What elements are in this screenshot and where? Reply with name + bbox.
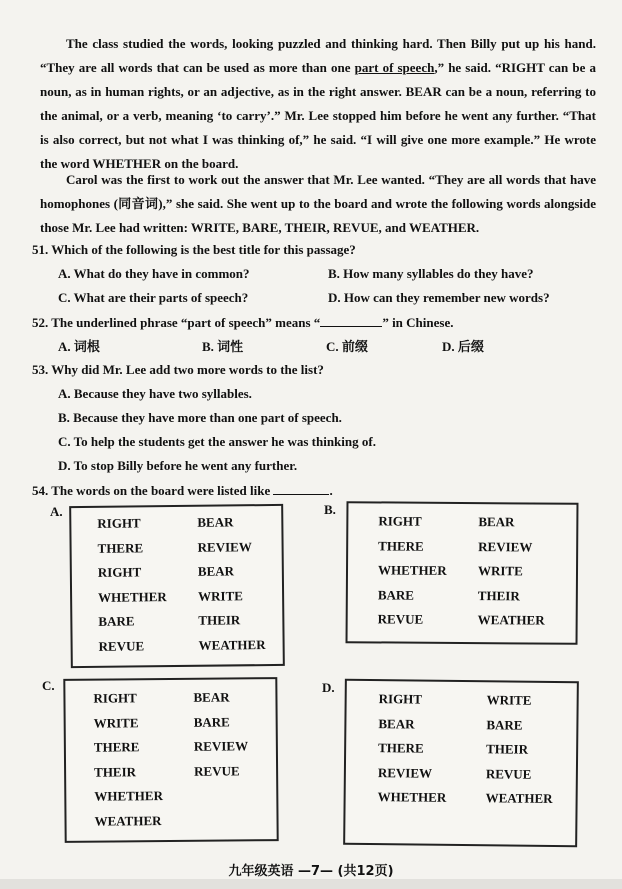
board-word: REVUE bbox=[485, 765, 532, 782]
board-word: WEATHER bbox=[485, 790, 553, 806]
board-word: REVUE bbox=[98, 637, 145, 654]
passage-text: The class studied the words, looking puzzled and thinking hard. Then Billy put up his hand. “They are all words that can be used as more than one bbox=[40, 36, 596, 75]
board-word: THEIR bbox=[198, 612, 241, 628]
board-word: BEAR bbox=[197, 514, 234, 530]
board-word: BEAR bbox=[193, 689, 230, 705]
question-52-option-d[interactable]: D. 后缀 bbox=[442, 339, 484, 354]
word-board-c[interactable] bbox=[63, 677, 278, 843]
question-51-option-b[interactable]: B. How many syllables do they have? bbox=[328, 266, 534, 281]
word-board-a[interactable] bbox=[69, 504, 285, 668]
question-52-stem bbox=[32, 314, 453, 331]
board-word: WEATHER bbox=[477, 612, 545, 628]
board-word: THEIR bbox=[486, 741, 529, 757]
board-a-left-column bbox=[97, 511, 167, 659]
board-word: REVUE bbox=[377, 611, 424, 627]
page-footer: 九年级英语 —7— (共12页) bbox=[228, 864, 394, 879]
question-51-option-a[interactable]: A. What do they have in common? bbox=[58, 266, 250, 281]
board-word: WRITE bbox=[198, 587, 243, 604]
board-word: WRITE bbox=[486, 692, 532, 708]
board-word: RIGHT bbox=[97, 564, 142, 580]
board-d-right-column bbox=[486, 688, 554, 811]
board-word: THERE bbox=[378, 537, 424, 554]
board-word: THERE bbox=[378, 740, 424, 756]
question-text: . bbox=[329, 483, 333, 498]
question-text: 54. The words on the board were listed like bbox=[32, 483, 274, 498]
board-word: REVUE bbox=[194, 762, 240, 779]
word-board-d[interactable] bbox=[343, 679, 579, 847]
board-word: RIGHT bbox=[97, 515, 141, 531]
question-52-option-a[interactable]: A. 词根 bbox=[58, 339, 100, 354]
question-53-option-b[interactable]: B. Because they have more than one part of speech. bbox=[58, 410, 342, 425]
option-a-label[interactable]: A. bbox=[50, 504, 63, 519]
board-d-left-column bbox=[378, 687, 448, 810]
board-word: WHETHER bbox=[377, 562, 447, 578]
question-53-option-a[interactable]: A. Because they have two syllables. bbox=[58, 386, 252, 401]
question-text: 52. The underlined phrase “part of speech” means “ bbox=[32, 315, 321, 330]
question-51-option-c[interactable]: C. What are their parts of speech? bbox=[58, 290, 249, 305]
board-word: BEAR bbox=[478, 514, 515, 530]
question-51-option-d[interactable]: D. How can they remember new words? bbox=[328, 290, 550, 305]
board-word: REVIEW bbox=[197, 538, 252, 555]
answer-blank bbox=[273, 482, 329, 495]
board-word: BEAR bbox=[197, 563, 235, 579]
board-word: RIGHT bbox=[378, 691, 423, 707]
board-word: WRITE bbox=[93, 714, 139, 731]
question-52-option-c[interactable]: C. 前缀 bbox=[326, 339, 368, 354]
board-word: THERE bbox=[93, 739, 140, 755]
board-c-right-column bbox=[193, 685, 248, 783]
board-word: THEIR bbox=[94, 763, 137, 780]
question-text: ” in Chinese. bbox=[382, 315, 454, 330]
board-word: WRITE bbox=[477, 563, 523, 579]
board-b-right-column bbox=[478, 510, 546, 633]
option-b-label[interactable]: B. bbox=[324, 502, 336, 517]
question-54-stem bbox=[32, 482, 333, 499]
board-word: THEIR bbox=[477, 587, 520, 603]
board-word: BARE bbox=[98, 613, 135, 629]
question-53-stem: 53. Why did Mr. Lee add two more words to the list? bbox=[32, 362, 324, 377]
question-51-stem: 51. Which of the following is the best title for this passage? bbox=[32, 242, 356, 257]
board-word: WHETHER bbox=[98, 588, 167, 605]
underlined-phrase: part of speech bbox=[354, 60, 435, 75]
option-d-label[interactable]: D. bbox=[322, 680, 335, 695]
board-word: WEATHER bbox=[198, 636, 266, 653]
board-word: RIGHT bbox=[93, 690, 137, 706]
board-word: BARE bbox=[377, 586, 415, 603]
board-word: BARE bbox=[193, 713, 230, 730]
board-word: REVIEW bbox=[478, 538, 533, 554]
board-word: WHETHER bbox=[94, 788, 164, 804]
board-word: WEATHER bbox=[94, 812, 162, 829]
board-word: WHETHER bbox=[377, 789, 447, 805]
answer-blank bbox=[320, 314, 382, 327]
board-word: REVIEW bbox=[377, 764, 433, 781]
board-c-left-column bbox=[93, 686, 163, 834]
board-a-right-column bbox=[197, 510, 265, 658]
question-53-option-c[interactable]: C. To help the students get the answer he was thinking of. bbox=[58, 434, 376, 449]
board-word: THERE bbox=[97, 539, 144, 556]
word-board-b[interactable] bbox=[346, 501, 579, 645]
question-52-option-b[interactable]: B. 词性 bbox=[202, 339, 244, 354]
board-word: REVIEW bbox=[193, 738, 249, 754]
passage-paragraph-1 bbox=[40, 32, 596, 176]
board-word: BEAR bbox=[378, 715, 415, 732]
board-word: RIGHT bbox=[378, 513, 422, 529]
passage-paragraph-2: Carol was the first to work out the answer that Mr. Lee wanted. “They are all words that have homophones (同音词),” she said. She went up to the board and wrote the following words alongside those Mr. Lee had written: WRITE, BARE, THEIR, REVUE, and WEATHER. bbox=[40, 172, 596, 235]
board-b-left-column bbox=[378, 509, 447, 632]
passage-text: ,” he said. “RIGHT can be a noun, as in human rights, or an adjective, as in the right answer. BEAR can be a noun, referring to the animal, or a verb, meaning ‘to carry’.” Mr. Lee stopped him before he went any further. “That is also correct, but not what I was thinking of,” he said. “I will give one more example.” He wrote the word WHETHER on the board. bbox=[40, 60, 597, 171]
scan-edge-strip bbox=[0, 879, 622, 889]
option-c-label[interactable]: C. bbox=[42, 678, 55, 693]
board-word: BARE bbox=[486, 716, 523, 733]
question-53-option-d[interactable]: D. To stop Billy before he went any further. bbox=[58, 458, 298, 473]
